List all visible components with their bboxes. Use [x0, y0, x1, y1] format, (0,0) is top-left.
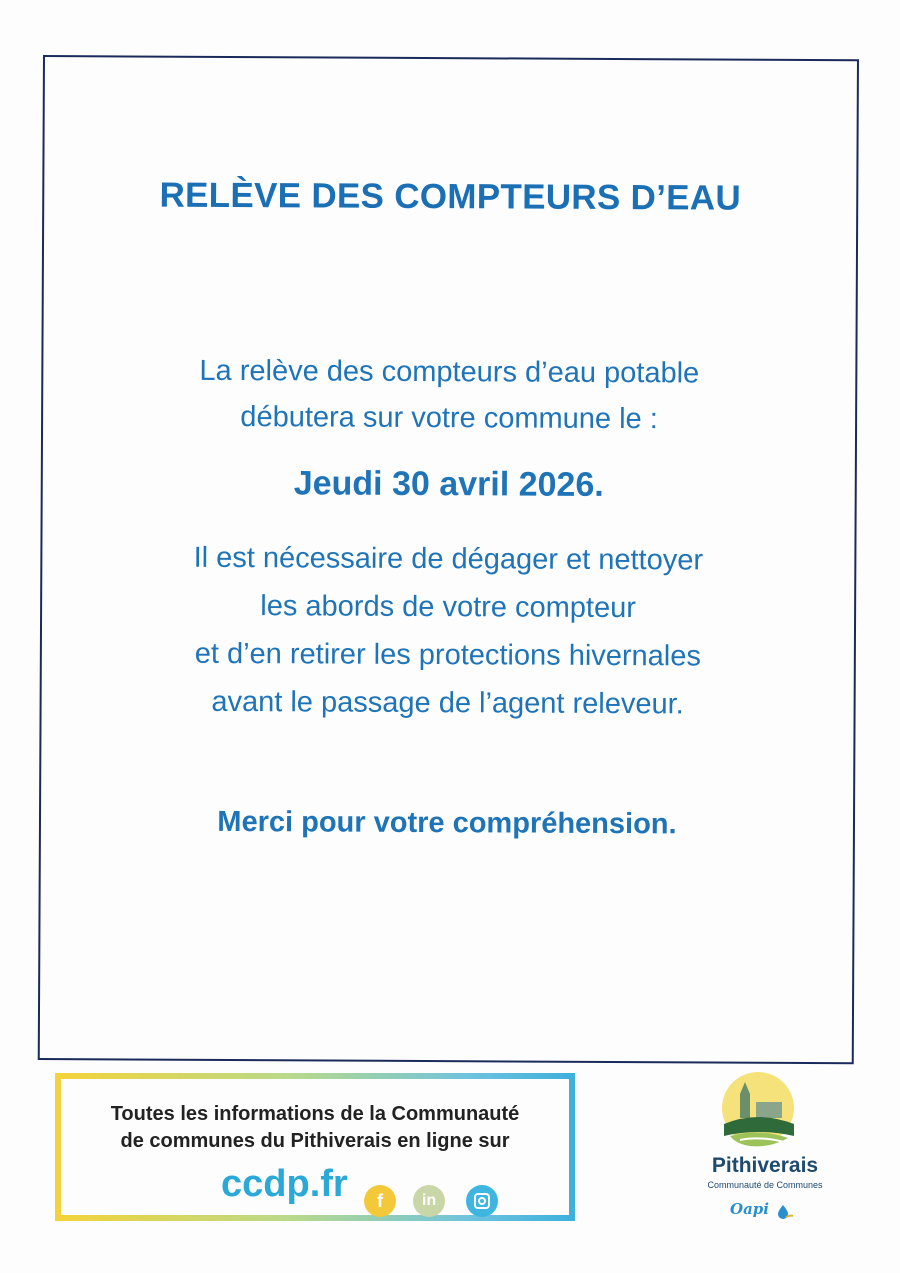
body-line: les abords de votre compteur — [260, 590, 636, 625]
logo-tagline: Oapi — [730, 1200, 769, 1218]
info-text — [61, 1101, 569, 1155]
notice-body — [41, 533, 854, 729]
instagram-icon[interactable] — [466, 1185, 498, 1217]
notice-thanks: Merci pour votre compréhension. — [217, 805, 677, 841]
notice-frame — [38, 55, 859, 1064]
notice-intro — [43, 347, 855, 443]
notice-date: Jeudi 30 avril 2026. — [293, 464, 604, 504]
website-link[interactable]: ccdp.fr — [221, 1163, 348, 1205]
body-line: avant le passage de l’agent releveur. — [211, 685, 684, 721]
water-drop-icon — [776, 1203, 794, 1221]
intro-line: débutera sur votre commune le : — [240, 401, 658, 436]
logo-subtitle: Communauté de Communes — [707, 1180, 823, 1190]
logo-emblem-icon — [700, 1070, 830, 1154]
pithiverais-logo — [700, 1070, 830, 1230]
body-line: Il est nécessaire de dégager et nettoyer — [193, 541, 704, 577]
facebook-icon[interactable]: f — [364, 1185, 396, 1217]
info-box — [55, 1073, 575, 1221]
logo-name: Pithiverais — [711, 1154, 819, 1177]
intro-line: La relève des compteurs d’eau potable — [199, 354, 700, 390]
body-line: et d’en retirer les protections hivernales — [194, 637, 702, 673]
info-line: Toutes les informations de la Communauté — [110, 1103, 520, 1125]
notice-title: RELÈVE DES COMPTEURS D’EAU — [159, 175, 742, 218]
linkedin-icon[interactable]: in — [413, 1185, 445, 1217]
info-line: de communes du Pithiverais en ligne sur — [120, 1130, 510, 1152]
